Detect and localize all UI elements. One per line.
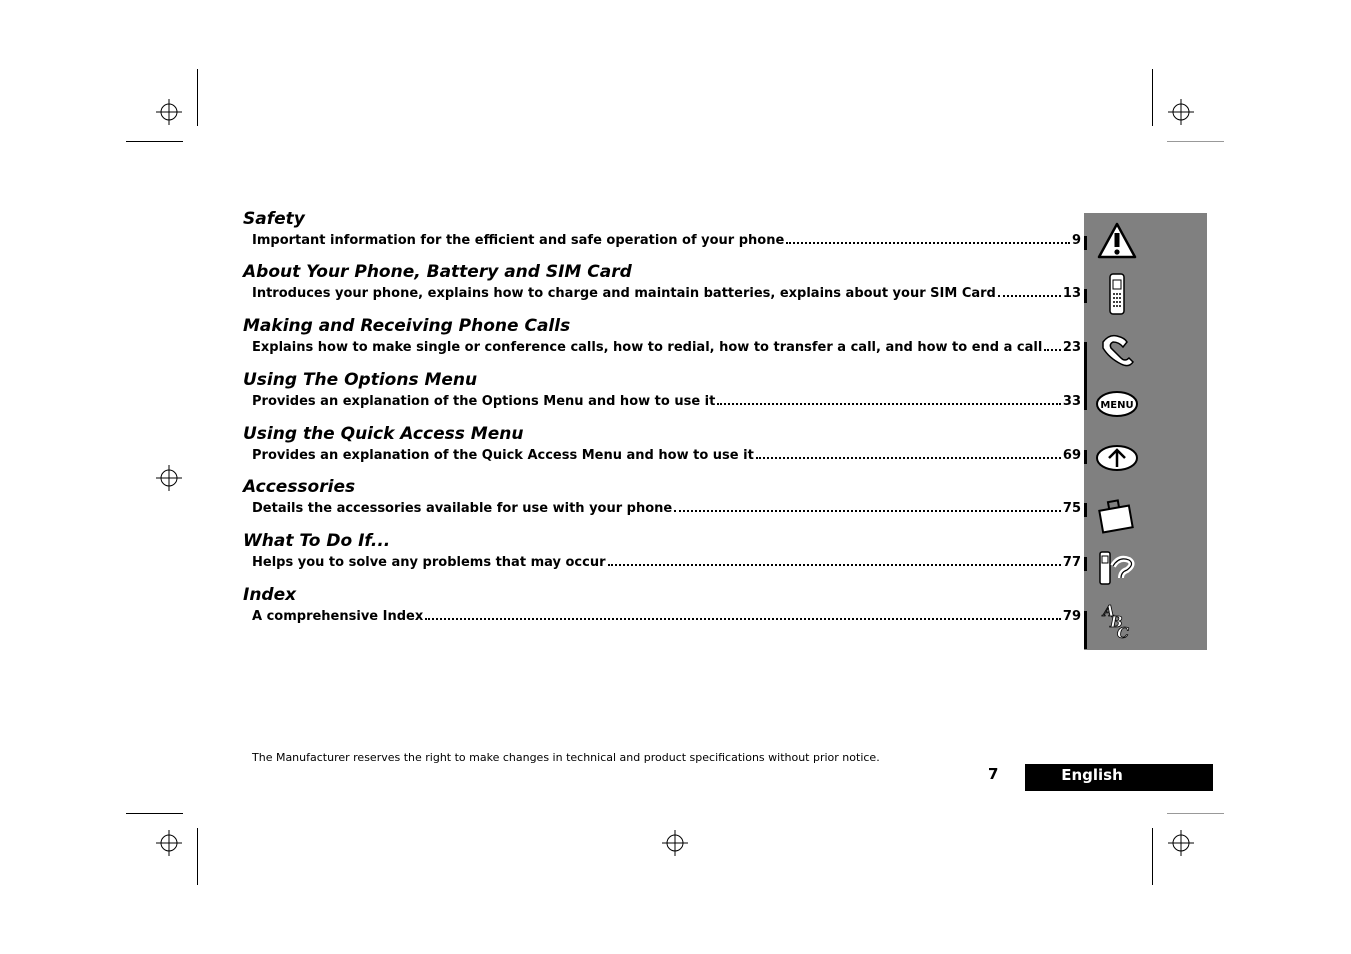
toc-entry-what-to-do-if[interactable] (243, 531, 1081, 571)
toc-entry-title: What To Do If... (243, 531, 391, 551)
toc-entry-making-calls[interactable] (243, 316, 1081, 356)
toc-entry-about-your-phone[interactable] (243, 262, 1081, 302)
warning-triangle-icon (1095, 220, 1139, 264)
toc-leader-dots (756, 446, 1061, 459)
language-label: English (1061, 766, 1123, 784)
toc-entry-description: Helps you to solve any problems that may occur (252, 555, 606, 570)
toc-leader-dots (786, 231, 1070, 244)
toc-entry-page: 69 (1062, 448, 1081, 463)
tab-divider (1084, 236, 1087, 250)
crop-mark (1152, 69, 1153, 126)
crop-mark (1167, 141, 1224, 142)
toc-entry-description: Provides an explanation of the Options Menu and how to use it (252, 394, 716, 409)
toc-entry-title: Making and Receiving Phone Calls (243, 316, 571, 336)
abc-letter: B (1110, 613, 1123, 631)
toc-entry-title: Safety (243, 209, 305, 229)
crop-mark (1152, 828, 1153, 885)
crop-mark (197, 69, 198, 126)
toc-leader-dots (674, 499, 1061, 512)
abc-icon (1095, 600, 1139, 644)
toc-entry-description: Explains how to make single or conference calls, how to redial, how to transfer a call, and how to end a call (252, 340, 1043, 355)
toc-entry-options-menu[interactable] (243, 370, 1081, 410)
toc-entry-page: 79 (1062, 609, 1081, 624)
language-tab (1025, 764, 1213, 791)
registration-mark-icon (1168, 830, 1194, 856)
toc-entry-description: A comprehensive Index (252, 609, 424, 624)
menu-button-icon (1095, 382, 1139, 426)
toc-entry-description: Important information for the efficient and safe operation of your phone (252, 233, 785, 248)
toc-entry-safety[interactable] (243, 209, 1081, 249)
abc-letter: C (1117, 624, 1129, 642)
toc-entry-description: Introduces your phone, explains how to charge and maintain batteries, explains about your SIM Card (252, 286, 996, 301)
toc-entry-index[interactable] (243, 585, 1081, 625)
registration-mark-icon (156, 99, 182, 125)
mobile-phone-icon (1095, 272, 1139, 316)
toc-entry-page: 9 (1071, 233, 1081, 248)
phone-question-icon (1095, 546, 1139, 590)
toc-entry-quick-access-menu[interactable] (243, 424, 1081, 464)
menu-icon-label: MENU (1100, 400, 1134, 411)
tab-divider (1084, 289, 1087, 303)
toc-leader-dots (998, 284, 1061, 297)
toc-leader-dots (608, 553, 1061, 566)
toc-entry-title: Using The Options Menu (243, 370, 478, 390)
handset-icon (1095, 328, 1139, 372)
footnote: The Manufacturer reserves the right to make changes in technical and product specifications without prior notice. (252, 751, 880, 764)
toc-leader-dots (1044, 338, 1061, 351)
toc-entry-description: Provides an explanation of the Quick Access Menu and how to use it (252, 448, 754, 463)
briefcase-icon (1095, 492, 1139, 536)
registration-mark-icon (156, 830, 182, 856)
toc-entry-description: Details the accessories available for use with your phone (252, 501, 673, 516)
toc-entry-title: Index (243, 585, 297, 605)
crop-mark (1167, 813, 1224, 814)
crop-mark (126, 813, 183, 814)
toc-entry-page: 77 (1062, 555, 1081, 570)
registration-mark-icon (156, 465, 182, 491)
toc-entry-page: 75 (1062, 501, 1081, 516)
crop-mark (126, 141, 183, 142)
tab-divider (1084, 503, 1087, 517)
toc-entry-title: Using the Quick Access Menu (243, 424, 524, 444)
toc-entry-page: 13 (1062, 286, 1081, 301)
registration-mark-icon (1168, 99, 1194, 125)
page-number: 7 (988, 765, 999, 783)
up-arrow-button-icon (1095, 436, 1139, 480)
toc-entry-accessories[interactable] (243, 477, 1081, 517)
toc-entry-title: Accessories (243, 477, 356, 497)
toc-entry-title: About Your Phone, Battery and SIM Card (243, 262, 632, 282)
abc-letter: A (1103, 602, 1115, 620)
toc-entry-page: 33 (1062, 394, 1081, 409)
tab-divider (1084, 450, 1087, 464)
toc-entry-page: 23 (1062, 340, 1081, 355)
tab-divider (1084, 342, 1087, 410)
tab-divider (1084, 557, 1087, 571)
registration-mark-icon (662, 830, 688, 856)
toc-leader-dots (425, 607, 1061, 620)
toc-leader-dots (717, 392, 1061, 405)
tab-divider (1084, 611, 1087, 649)
crop-mark (197, 828, 198, 885)
